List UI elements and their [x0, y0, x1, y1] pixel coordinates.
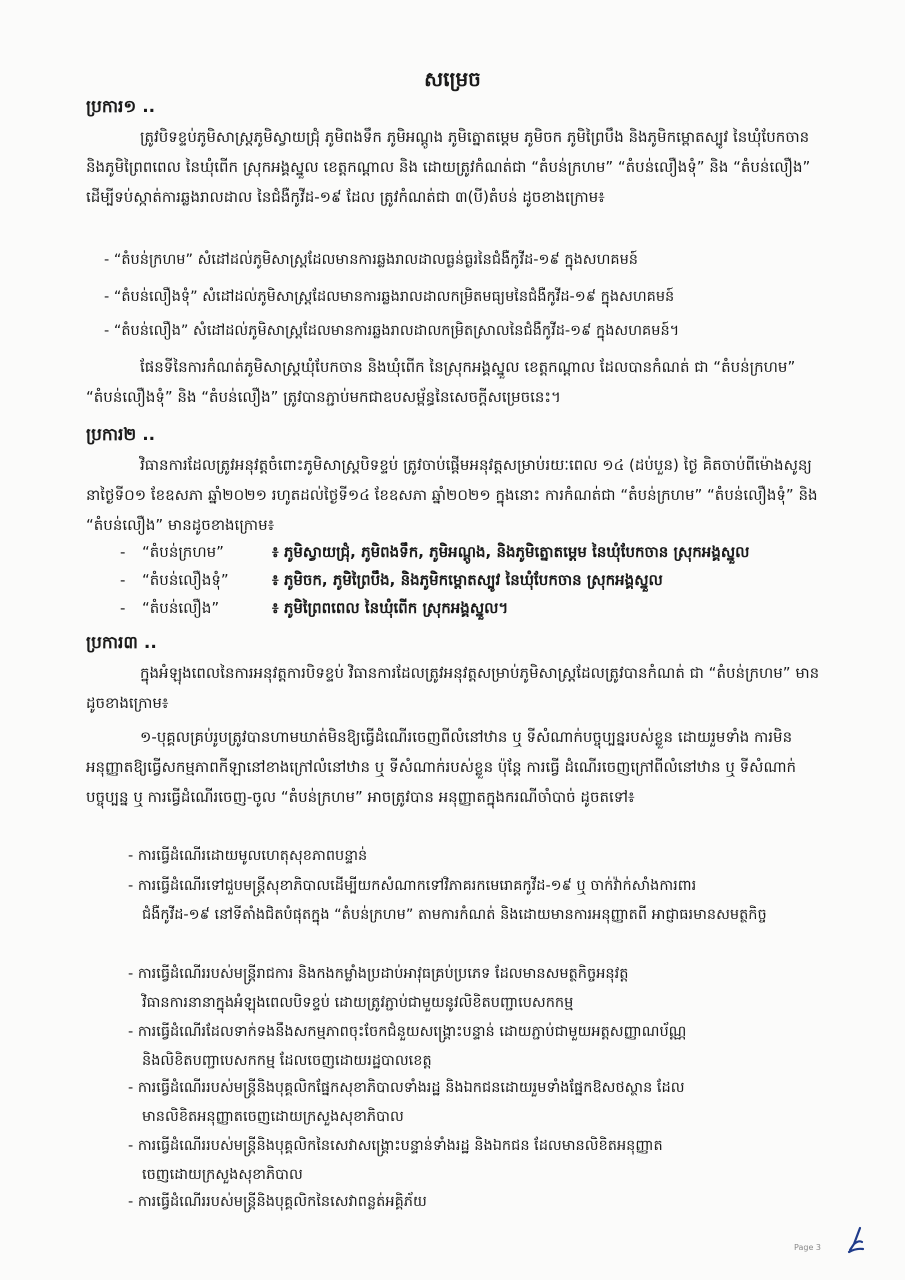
zone-villages: ៖ ភូមិព្រៃពពេល នៃឃុំពើក ស្រុកអង្គស្នួល។ [272, 599, 509, 617]
zone-villages: ៖ ភូមិស្វាយជ្រុំ, ភូមិពងទឹក, ភូមិអណ្ដូង, និងភូមិត្នោតម្ដេម នៃឃុំបែកចាន ស្រុកអង្គស្នួល [272, 543, 750, 561]
exception-line: វិធានការនានាក្នុងអំឡុងពេលបិទខ្ទប់ ដោយត្រូវភ្ជាប់ជាមួយនូវលិខិតបញ្ជាបេសកកម្ម [142, 995, 574, 1011]
zone-villages: ៖ ភូមិចក, ភូមិព្រៃបឹង, និងភូមិកម្ពោតស្បូវ នៃឃុំបែកចាន ស្រុកអង្គស្នួល [272, 571, 663, 589]
article-1-intro: ត្រូវបិទខ្ទប់ភូមិសាស្ត្រភូមិស្វាយជ្រុំ ភូមិពងទឹក ភូមិអណ្ដូង ភូមិត្នោតម្ដេម ភូមិចក ភូមិព្រៃបឹង និងភូមិកម្ពោតស្បូវ នៃឃុំបែកចាន និងភូមិព្រៃពពេល នៃឃុំពើក ស្រុកអង្គស្នួល ខេត្តកណ្ដាល និង ដោយត្រូវកំណត់ជា “តំបន់ក្រហម” “តំបន់លឿងទុំ” និង “តំបន់លឿង” ដើម្បីទប់ស្កាត់ការឆ្លងរាលដាល នៃជំងឺកូវីដ-១៩ ដែល ត្រូវកំណត់ជា ៣(បី)តំបន់ ដូចខាងក្រោម៖ [86, 128, 811, 206]
zone-name: “តំបន់លឿង” [142, 599, 220, 617]
exception-item [128, 1188, 825, 1217]
exception-line: - ការធ្វើដំណើររបស់មន្ត្រីនិងបុគ្គលិកផ្នែកសុខាភិបាលទាំងរដ្ឋ និងឯកជនដោយរួមទាំងផ្នែកឱសថស្ថាន ដែល [128, 1080, 685, 1096]
exception-line: ជំងឺកូវីដ-១៩ នៅទីតាំងជិតបំផុតក្នុង “តំបន់ក្រហម” តាមការកំណត់ និងដោយមានការអនុញ្ញាតពី អាជ្ញាធរមានសមត្ថកិច្ច [142, 907, 767, 923]
article-1-closing: ផែនទីនៃការកំណត់ភូមិសាស្ត្រឃុំបែកចាន និងឃុំពើក នៃស្រុកអង្គស្នួល ខេត្តកណ្ដាល ដែលបានកំណត់ ជា “តំបន់ក្រហម” “តំបន់លឿងទុំ” និង “តំបន់លឿង” ត្រូវបានភ្ជាប់មកជាឧបសម្ព័ន្ធនៃសេចក្ដីសម្រេចនេះ។ [86, 358, 796, 406]
exception-line: - ការធ្វើដំណើរទៅជួបមន្ត្រីសុខាភិបាលដើម្បីយកសំណាកទៅវិភាគរកមេរោគកូវីដ-១៩ ឬ ចាក់វ៉ាក់សាំងការពារ [128, 878, 697, 894]
zone-assignment-yellow: - “តំបន់លឿង” ៖ ភូមិព្រៃពពេល នៃឃុំពើក ស្រុកអង្គស្នួល។ [120, 594, 508, 622]
exception-item [128, 842, 825, 871]
exception-item [128, 1018, 825, 1076]
page-number: Page 3 [794, 1243, 821, 1252]
exception-line: និងលិខិតបញ្ជាបេសកកម្ម ដែលចេញដោយរដ្ឋបាលខេត្ត [142, 1053, 432, 1069]
zone-definition-orange: - “តំបន់លឿងទុំ” សំដៅដល់ភូមិសាស្ត្រដែលមានការឆ្លងរាលដាលកម្រិតមធ្យមនៃជំងឺកូវីដ-១៩ ក្នុងសហគមន៍ [104, 289, 675, 305]
exception-item [128, 1074, 825, 1132]
article-2-intro: វិធានការដែលត្រូវអនុវត្តចំពោះភូមិសាស្ត្របិទខ្ទប់ ត្រូវចាប់ផ្ដើមអនុវត្តសម្រាប់រយៈពេល ១៤ (ដប់បួន) ថ្ងៃ គិតចាប់ពីម៉ោងសូន្យ នាថ្ងៃទី០១ ខែឧសភា ឆ្នាំ២០២១ រហូតដល់ថ្ងៃទី១៤ ខែឧសភា ឆ្នាំ២០២១ ក្នុងនោះ ការកំណត់ជា “តំបន់ក្រហម” “តំបន់លឿងទុំ” និង “តំបន់លឿង” មានដូចខាងក្រោម៖ [86, 456, 818, 534]
zone-name: “តំបន់ក្រហម” [142, 543, 224, 561]
article-3-intro: ក្នុងអំឡុងពេលនៃការអនុវត្តការបិទខ្ទប់ វិធានការដែលត្រូវអនុវត្តសម្រាប់ភូមិសាស្ត្រដែលត្រូវបានកំណត់ ជា “តំបន់ក្រហម” មានដូចខាងក្រោម៖ [86, 664, 820, 712]
exception-line: ចេញដោយក្រសួងសុខាភិបាល [142, 1167, 303, 1183]
article-3-point-1: ១-បុគ្គលគ្រប់រូបត្រូវបានហាមឃាត់មិនឱ្យធ្វើដំណើរចេញពីលំនៅឋាន ឬ ទីសំណាក់បច្ចុប្បន្នរបស់ខ្លួន ដោយរួមទាំង ការមិនអនុញ្ញាតឱ្យធ្វើសកម្មភាពកីឡានៅខាងក្រៅលំនៅឋាន ឬ ទីសំណាក់របស់ខ្លួន ប៉ុន្តែ ការធ្វើ ដំណើរចេញក្រៅពីលំនៅឋាន ឬ ទីសំណាក់បច្ចុប្បន្ន ឬ ការធ្វើដំណើរចេញ-ចូល “តំបន់ក្រហម” អាចត្រូវបាន អនុញ្ញាតក្នុងករណីចាំបាច់ ដូចតទៅ៖ [86, 728, 797, 806]
exception-line: - ការធ្វើដំណើរដោយមូលហេតុសុខភាពបន្ទាន់ [128, 848, 368, 864]
zone-definition-red: - “តំបន់ក្រហម” សំដៅដល់ភូមិសាស្ត្រដែលមានការឆ្លងរាលដាលធ្ងន់ធ្ងរនៃជំងឺកូវីដ-១៩ ក្នុងសហគមន៍ [104, 252, 639, 268]
initials-signature-mark [846, 1226, 866, 1256]
exception-item [128, 1132, 825, 1190]
zone-assignment-orange: - “តំបន់លឿងទុំ” ៖ ភូមិចក, ភូមិព្រៃបឹង, និងភូមិកម្ពោតស្បូវ នៃឃុំបែកចាន ស្រុកអង្គស្នួល [120, 566, 663, 594]
exception-line: - ការធ្វើដំណើររបស់មន្ត្រីនិងបុគ្គលិកនៃសេវាសង្គ្រោះបន្ទាន់ទាំងរដ្ឋ និងឯកជន ដែលមានលិខិតអនុញ្ញាត [128, 1138, 663, 1154]
zone-assignment-red: - “តំបន់ក្រហម” ៖ ភូមិស្វាយជ្រុំ, ភូមិពងទឹក, ភូមិអណ្ដូង, និងភូមិត្នោតម្ដេម នៃឃុំបែកចាន ស្រុកអង្គស្នួល [120, 538, 749, 566]
article-2-heading: ប្រការ២ .. [86, 425, 156, 445]
zone-name: “តំបន់លឿងទុំ” [142, 571, 229, 589]
article-3-heading: ប្រការ៣ .. [86, 633, 157, 653]
exception-item [128, 960, 825, 1018]
page-title: សម្រេច [424, 67, 481, 91]
exception-line: - ការធ្វើដំណើររបស់មន្ត្រីរាជការ និងកងកម្លាំងប្រដាប់អាវុធគ្រប់ប្រភេទ ដែលមានសមត្ថកិច្ចអនុវត្ត [128, 966, 629, 982]
article-1-heading: ប្រការ១ .. [86, 97, 156, 117]
exception-line: មានលិខិតអនុញ្ញាតចេញដោយក្រសួងសុខាភិបាល [142, 1109, 404, 1125]
exception-line: - ការធ្វើដំណើរដែលទាក់ទងនឹងសកម្មភាពចុះចែកជំនួយសង្គ្រោះបន្ទាន់ ដោយភ្ជាប់ជាមួយអត្តសញ្ញាណប័ណ្ណ [128, 1024, 687, 1040]
exception-item [128, 872, 825, 930]
zone-definition-yellow: - “តំបន់លឿង” សំដៅដល់ភូមិសាស្ត្រដែលមានការឆ្លងរាលដាលកម្រិតស្រាលនៃជំងឺកូវីដ-១៩ ក្នុងសហគមន៍។ [104, 323, 680, 339]
exception-line: - ការធ្វើដំណើររបស់មន្ត្រីនិងបុគ្គលិកនៃសេវាពន្លត់អគ្គិភ័យ [128, 1194, 427, 1210]
